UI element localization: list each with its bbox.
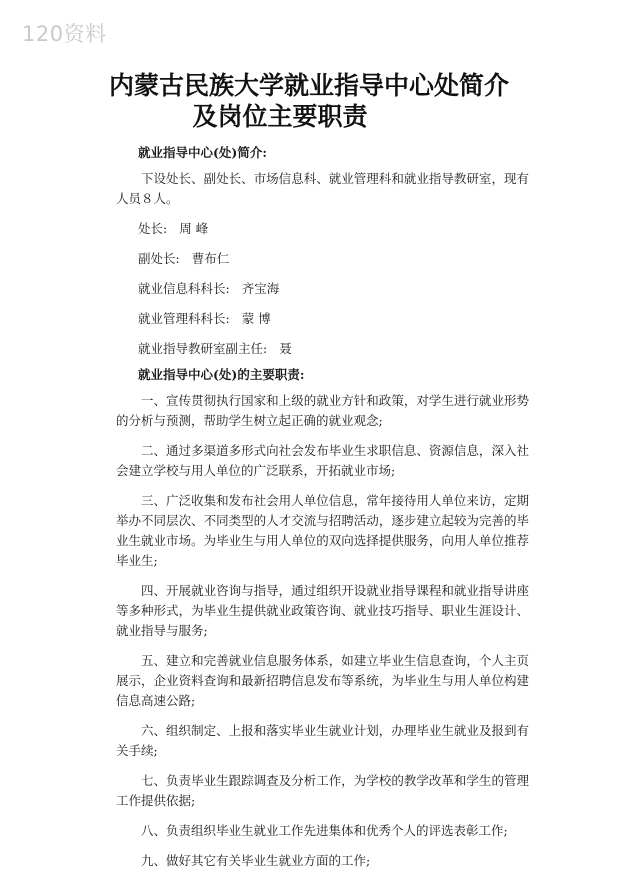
staff-name: 蒙 博 — [241, 311, 271, 326]
staff-role: 就业指导教研室副主任: — [138, 341, 268, 356]
staff-line — [116, 249, 529, 269]
duty-item: 四、开展就业咨询与指导，通过组织开设就业指导课程和就业指导讲座等多种形式，为毕业生提供就业政策咨询、就业技巧指导、职业生涯设计、就业指导与服务; — [116, 583, 529, 638]
staff-line — [116, 219, 529, 239]
staff-name: 齐宝海 — [241, 281, 280, 296]
staff-role: 就业信息科科长: — [138, 281, 230, 296]
document-body — [116, 143, 529, 871]
document-title — [0, 70, 618, 132]
staff-role: 处长: — [138, 221, 168, 236]
duty-item: 七、负责毕业生跟踪调查及分析工作，为学校的教学改革和学生的管理工作提供依据; — [116, 773, 529, 808]
staff-line — [116, 339, 529, 359]
intro-heading: 就业指导中心(处)简介: — [138, 145, 267, 160]
staff-line — [116, 309, 529, 329]
staff-line — [116, 279, 529, 299]
title-line-2: 及岗位主要职责 — [192, 102, 368, 131]
staff-name: 聂 — [279, 341, 292, 356]
staff-role: 副处长: — [138, 251, 180, 266]
duty-item: 九、做好其它有关毕业生就业方面的工作; — [141, 853, 371, 868]
watermark-logo: 120资料 — [22, 22, 107, 46]
duty-item: 六、组织制定、上报和落实毕业生就业计划，办理毕业生就业及报到有关手续; — [116, 723, 529, 758]
duty-item: 五、建立和完善就业信息服务体系，如建立毕业生信息查询，个人主页展示，企业资料查询和最新招聘信息发布等系统，为毕业生与用人单位构建信息高速公路; — [116, 653, 529, 708]
duty-item: 一、宣传贯彻执行国家和上级的就业方针和政策，对学生进行就业形势的分析与预测，帮助学生树立起正确的就业观念; — [116, 393, 529, 428]
duties-heading: 就业指导中心(处)的主要职责: — [138, 367, 305, 382]
staff-role: 就业管理科科长: — [138, 311, 230, 326]
duty-item: 八、负责组织毕业生就业工作先进集体和优秀个人的评选表彰工作; — [141, 823, 508, 838]
staff-name: 曹布仁 — [191, 251, 230, 266]
duty-item: 二、通过多渠道多形式向社会发布毕业生求职信息、资源信息，深入社会建立学校与用人单位的广泛联系，开拓就业市场; — [116, 443, 529, 478]
title-line-1: 内蒙古民族大学就业指导中心处简介 — [108, 71, 509, 100]
staff-name: 周 峰 — [179, 221, 209, 236]
intro-text: 下设处长、副处长、市场信息科、就业管理科和就业指导教研室，现有人员８人。 — [116, 171, 529, 206]
duty-item: 三、广泛收集和发布社会用人单位信息，常年接待用人单位来访，定期举办不同层次、不同类型的人才交流与招聘活动，逐步建立起较为完善的毕业生就业市场。为毕业生与用人单位的双向选择提供服务，向用人单位推荐毕业生; — [116, 493, 529, 568]
